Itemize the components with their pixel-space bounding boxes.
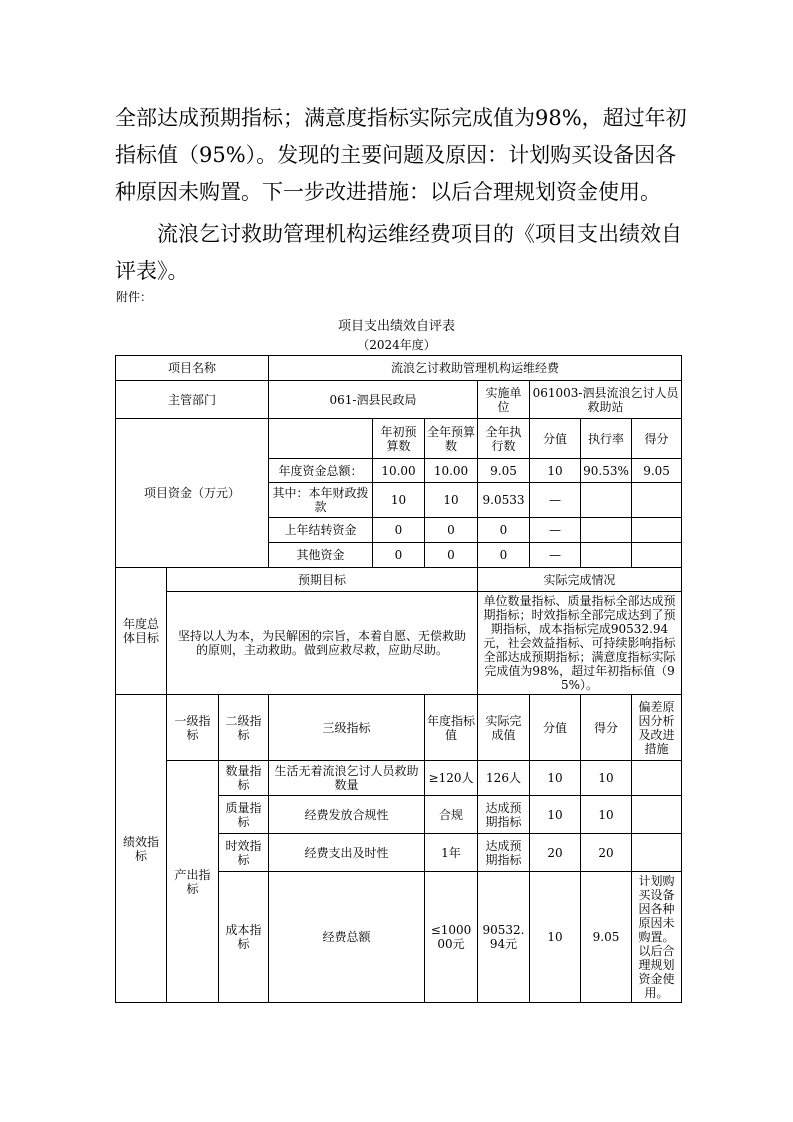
funds-header: 年初预算数 bbox=[373, 419, 425, 459]
score-value: 9.05 bbox=[581, 872, 632, 1003]
expected-goal-text: 坚持以人为本，为民解困的宗旨，本着自愿、无偿救助的原则，主动救助。做到应救尽救，应助尽助。 bbox=[167, 592, 478, 695]
table-row bbox=[116, 568, 682, 592]
funds-row-label: 年度资金总额： bbox=[269, 459, 373, 483]
actual-value: 达成预期指标 bbox=[478, 796, 530, 834]
body-paragraph-2: 流浪乞讨救助管理机构运维经费项目的《项目支出绩效自评表》。 bbox=[115, 222, 682, 283]
level3-indicator: 生活无着流浪乞讨人员救助数量 bbox=[269, 761, 425, 796]
funds-header: 全年预算数 bbox=[425, 419, 478, 459]
impl-unit-label: 实施单位 bbox=[478, 381, 530, 419]
target-value: 1年 bbox=[425, 834, 478, 872]
funds-cell: 10 bbox=[530, 459, 581, 483]
level1-indicator: 产出指标 bbox=[167, 761, 219, 1003]
perf-header: 分值 bbox=[530, 695, 581, 761]
funds-cell bbox=[581, 543, 632, 568]
dept-value: 061-泗县民政局 bbox=[269, 381, 478, 419]
score-value: 10 bbox=[581, 796, 632, 834]
funds-row-label: 其中：本年财政拨款 bbox=[269, 483, 373, 518]
project-name-label: 项目名称 bbox=[116, 356, 269, 381]
performance-label: 绩效指标 bbox=[116, 695, 167, 1003]
level3-indicator: 经费支出及时性 bbox=[269, 834, 425, 872]
table-row bbox=[116, 381, 682, 419]
table-row bbox=[116, 695, 682, 761]
perf-header: 年度指标值 bbox=[425, 695, 478, 761]
attachment-label: 附件： bbox=[116, 290, 153, 304]
table-year: （2024年度） bbox=[357, 338, 436, 352]
funds-cell: 0 bbox=[478, 518, 530, 543]
body-paragraph-1: 全部达成预期指标；满意度指标实际完成值为98%，超过年初指标值（95%）。发现的主要问题及原因：计划购买设备因各种原因未购置。下一步改进措施：以后合理规划资金使用。 bbox=[115, 106, 687, 204]
funds-cell: 0 bbox=[425, 518, 478, 543]
project-name-value: 流浪乞讨救助管理机构运维经费 bbox=[269, 356, 682, 381]
level3-indicator: 经费发放合规性 bbox=[269, 796, 425, 834]
funds-cell: 9.05 bbox=[478, 459, 530, 483]
target-value: ≤100000元 bbox=[425, 872, 478, 1003]
perf-header: 得分 bbox=[581, 695, 632, 761]
funds-header: 分值 bbox=[530, 419, 581, 459]
table-title: 项目支出绩效自评表 bbox=[337, 319, 455, 334]
deviation-reason bbox=[632, 834, 682, 872]
funds-cell: 10.00 bbox=[425, 459, 478, 483]
overall-goal-label: 年度总体目标 bbox=[116, 568, 167, 695]
funds-header: 全年执行数 bbox=[478, 419, 530, 459]
funds-cell: 10.00 bbox=[373, 459, 425, 483]
table-row bbox=[116, 419, 682, 459]
funds-header-empty bbox=[269, 419, 373, 459]
level2-indicator: 成本指标 bbox=[219, 872, 269, 1003]
funds-header: 执行率 bbox=[581, 419, 632, 459]
table-row bbox=[116, 356, 682, 381]
funds-cell bbox=[581, 483, 632, 518]
funds-row-label: 其他资金 bbox=[269, 543, 373, 568]
performance-self-evaluation-table bbox=[115, 355, 682, 1003]
funds-cell: 90.53% bbox=[581, 459, 632, 483]
table-row bbox=[116, 592, 682, 695]
actual-completion-header: 实际完成情况 bbox=[478, 568, 682, 592]
weight-value: 10 bbox=[530, 796, 581, 834]
funds-cell: — bbox=[530, 483, 581, 518]
actual-completion-text: 单位数量指标、质量指标全部达成预期指标；时效指标全部完成达到了预期指标，成本指标完成90532.94元，社会效益指标、可持续影响指标全部达成预期指标；满意度指标实际完成值为98%，超过年初指标值（95%）。 bbox=[478, 592, 682, 695]
deviation-reason: 计划购买设备因各种原因未购置。以后合理规划资金使用。 bbox=[632, 872, 682, 1003]
deviation-reason bbox=[632, 761, 682, 796]
target-value: 合规 bbox=[425, 796, 478, 834]
score-value: 10 bbox=[581, 761, 632, 796]
funds-row-label: 上年结转资金 bbox=[269, 518, 373, 543]
score-value: 20 bbox=[581, 834, 632, 872]
funds-cell bbox=[581, 518, 632, 543]
table-row bbox=[116, 761, 682, 796]
actual-value: 90532.94元 bbox=[478, 872, 530, 1003]
dept-label: 主管部门 bbox=[116, 381, 269, 419]
weight-value: 10 bbox=[530, 872, 581, 1003]
funds-cell bbox=[632, 543, 682, 568]
funds-cell: 9.05 bbox=[632, 459, 682, 483]
level2-indicator: 时效指标 bbox=[219, 834, 269, 872]
actual-value: 126人 bbox=[478, 761, 530, 796]
perf-header: 偏差原因分析及改进措施 bbox=[632, 695, 682, 761]
expected-goal-header: 预期目标 bbox=[167, 568, 478, 592]
funds-header: 得分 bbox=[632, 419, 682, 459]
level2-indicator: 质量指标 bbox=[219, 796, 269, 834]
funds-label: 项目资金（万元） bbox=[116, 419, 269, 568]
funds-cell: 0 bbox=[478, 543, 530, 568]
perf-header: 二级指标 bbox=[219, 695, 269, 761]
funds-cell: — bbox=[530, 543, 581, 568]
actual-value: 达成预期指标 bbox=[478, 834, 530, 872]
perf-header: 三级指标 bbox=[269, 695, 425, 761]
funds-cell: 0 bbox=[373, 518, 425, 543]
funds-cell: 10 bbox=[373, 483, 425, 518]
perf-header: 实际完成值 bbox=[478, 695, 530, 761]
perf-header: 一级指标 bbox=[167, 695, 219, 761]
funds-cell: — bbox=[530, 518, 581, 543]
funds-cell: 9.0533 bbox=[478, 483, 530, 518]
funds-cell bbox=[632, 483, 682, 518]
funds-cell: 0 bbox=[425, 543, 478, 568]
target-value: ≥120人 bbox=[425, 761, 478, 796]
level2-indicator: 数量指标 bbox=[219, 761, 269, 796]
funds-cell bbox=[632, 518, 682, 543]
funds-cell: 10 bbox=[425, 483, 478, 518]
weight-value: 10 bbox=[530, 761, 581, 796]
deviation-reason bbox=[632, 796, 682, 834]
funds-cell: 0 bbox=[373, 543, 425, 568]
weight-value: 20 bbox=[530, 834, 581, 872]
level3-indicator: 经费总额 bbox=[269, 872, 425, 1003]
impl-unit-value: 061003-泗县流浪乞讨人员救助站 bbox=[530, 381, 682, 419]
